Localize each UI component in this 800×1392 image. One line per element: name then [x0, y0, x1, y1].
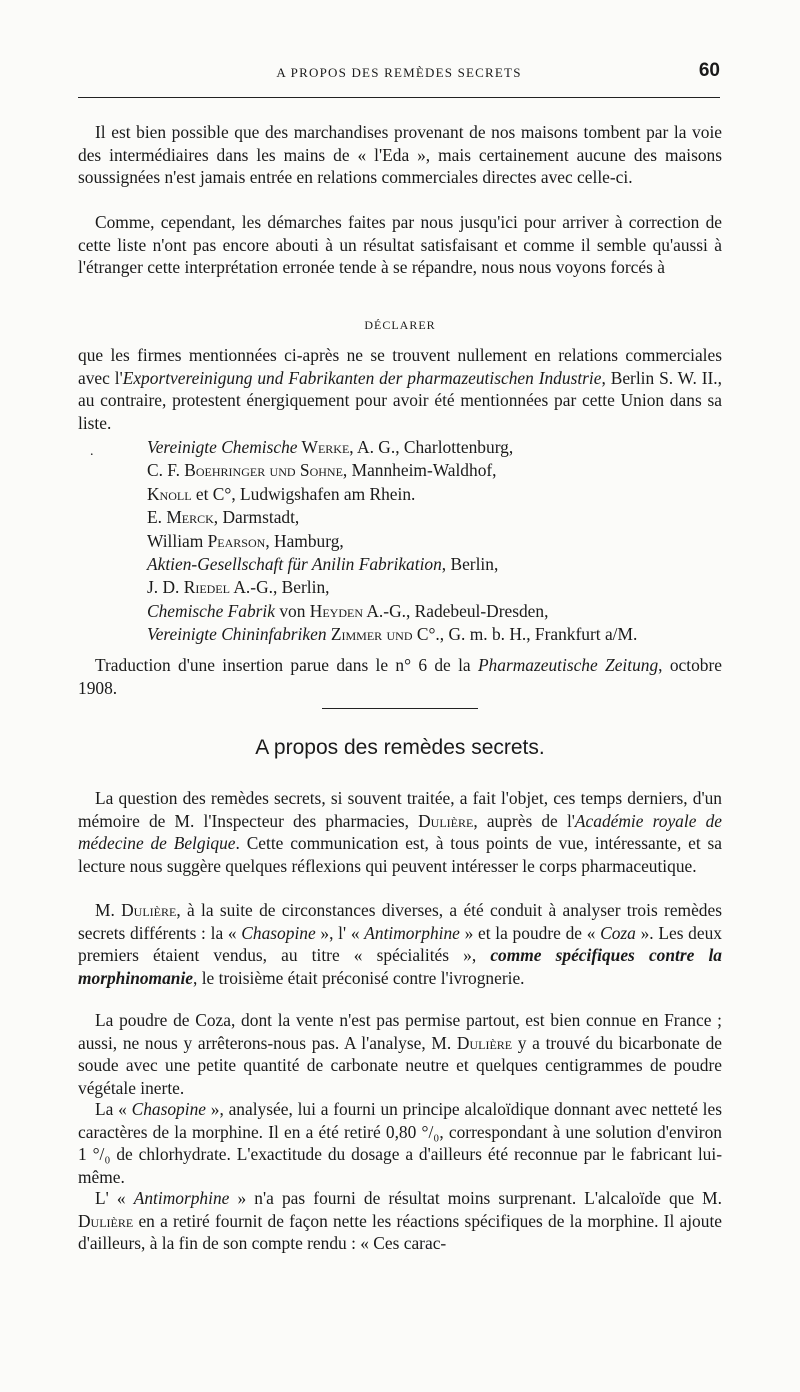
a5-italic: Antimorphine: [133, 1188, 230, 1208]
a5-text: L' «: [95, 1188, 134, 1208]
a2-text: ». Les deux premiers étaient vendus, au titre « spécialités »,: [78, 922, 722, 966]
note-text-b: , octobre 1908.: [78, 655, 722, 698]
firm-part: Werke: [297, 437, 350, 457]
firm-part: Chemische Fabrik: [147, 600, 275, 621]
intro-paragraph-2: Comme, cependant, les démarches faites par nous jusqu'ici pour arriver à correction de cette liste n'ont pas encore abouti à un résultat satisfaisant et comme il semble qu'aussi à l'étranger cette interprétation erronée tende à se répandre, nous nous voyons forcés à: [78, 212, 722, 278]
a2-text: , à la suite de circonstances diverses, a été conduit à analyser trois remèdes secrets différents : la «: [78, 900, 722, 943]
firm-part: , Hamburg,: [265, 530, 344, 551]
a2-text: , le troisième était préconisé contre l'ivrognerie.: [193, 967, 525, 988]
firm-item: [147, 483, 727, 506]
note-italic: Pharmazeutische Zeitung: [477, 655, 659, 675]
a2-text: », l' «: [315, 922, 365, 943]
firm-part: A.-G., Radebeul-Dresden,: [362, 600, 549, 621]
a4-italic: Chasopine: [131, 1099, 206, 1119]
a2-bold-italic: comme spécifiques contre la morphinomanie: [78, 945, 722, 988]
a2-smallcaps: Dulière: [121, 900, 177, 920]
firm-part: von: [274, 600, 310, 621]
firm-part: Knoll: [147, 483, 192, 504]
running-title: A PROPOS DES REMÈDES SECRETS: [276, 65, 522, 80]
firm-part: , Mannheim-Waldhof,: [342, 460, 497, 481]
firm-part: , G. m. b. H., Frankfurt a/M.: [439, 624, 638, 645]
article-paragraph-1: [78, 787, 722, 877]
a2-text: M.: [95, 900, 122, 920]
firm-item: [147, 600, 727, 623]
firm-part: J. D.: [147, 577, 184, 598]
firm-part: E.: [147, 507, 167, 528]
firm-item: [147, 530, 727, 553]
note-text-a: Traduction d'une insertion parue dans le n° 6 de la: [95, 655, 478, 675]
firm-item: [147, 436, 727, 459]
firm-part: Vereinigte Chininfabriken: [147, 624, 327, 645]
firm-part: Merck: [166, 507, 214, 528]
page-number: 60: [698, 60, 720, 81]
a4-text: La «: [95, 1099, 132, 1119]
declare-heading: DÉCLARER: [364, 318, 436, 332]
article-paragraph-5: [78, 1187, 722, 1255]
firm-part: Riedel: [183, 577, 230, 598]
firm-part: Boehringer und Sohne: [184, 460, 343, 481]
a1-text: . Cette communication est, à tous points de vue, intéressante, et sa lecture nous suggère quelques réflexions qui peuvent intéresser le corps pharmaceutique.: [78, 833, 723, 876]
firm-item: [147, 553, 727, 576]
firm-item: [147, 576, 727, 599]
p3-text-b: , Berlin S. W. II., au contraire, protestent énergiquement pour avoir été mentionnées par cette Union dans sa liste.: [78, 367, 722, 433]
translation-note: [78, 654, 722, 699]
a2-italic: Antimorphine: [364, 922, 460, 943]
a3-text: La poudre de Coza, dont la vente n'est pas permise partout, est bien connue en France ; aussi, ne nous y arrêterons-nous pas. A l'analyse, M.: [78, 1010, 722, 1053]
article-paragraph-4: [78, 1098, 722, 1188]
a2-italic: Coza: [600, 922, 636, 943]
firm-item: [147, 506, 727, 529]
article-paragraph-3: [78, 1009, 722, 1099]
a1-text: , auprès de l': [473, 810, 575, 831]
bullet-mark: .: [90, 444, 94, 459]
intro-paragraph-1: Il est bien possible que des marchandises provenant de nos maisons tombent par la voie des intermédiaires dans les mains de « l'Eda », mais certainement aucune des maisons soussignées n'est jamais entrée en relations commerciales directes avec celle-ci.: [78, 122, 722, 188]
firm-part: Pearson: [207, 530, 266, 551]
article-title: A propos des remèdes secrets.: [255, 736, 545, 759]
firm-part: Vereinigte Chemische: [147, 437, 298, 457]
a5-text: » n'a pas fourni de résultat moins surprenant. L'alcaloïde que M.: [229, 1188, 722, 1208]
firm-part: C. F.: [147, 460, 185, 481]
a3-smallcaps: Dulière: [456, 1032, 513, 1053]
running-header: [78, 62, 720, 84]
a5-smallcaps: Dulière: [78, 1210, 134, 1231]
a1-text: La question des remèdes secrets, si souvent traitée, a fait l'objet, ces temps derniers, d'un mémoire de M. l'Inspecteur des pharmacies,: [78, 788, 722, 831]
firm-part: , Berlin,: [441, 553, 499, 574]
a3-text: y a trouvé du bicarbonate de soude avec une petite quantité de carbonate neutre et quelques centigrammes de poudre végétale inerte.: [78, 1032, 722, 1098]
firm-part: Heyden: [309, 600, 363, 621]
firm-item: [147, 459, 727, 482]
firm-part: , Darmstadt,: [213, 507, 300, 528]
header-rule: [78, 97, 720, 98]
firm-part: William: [147, 530, 208, 551]
firm-list: [147, 436, 727, 647]
a2-text: » et la poudre de «: [459, 922, 601, 943]
a5-text: en a retiré fournit de façon nette les réactions spécifiques de la morphine. Il ajoute d'ailleurs, à la fin de son compte rendu : « Ces carac-: [78, 1210, 722, 1254]
firm-item: [147, 623, 727, 646]
firm-part: et C°, Ludwigshafen am Rhein.: [191, 483, 416, 504]
a4-text: », analysée, lui a fourni un principe alcaloïdique donnant avec netteté les caractères de la morphine. Il en a été retiré 0,80 °/₀, correspondant à une solution d'environ 1 °/₀ de chlorhydrate. L'exactitude du dosage a d'ailleurs été reconnue par le fabricant lui-même.: [78, 1099, 723, 1187]
firm-part: A.-G., Berlin,: [229, 577, 330, 598]
p3-italic: Exportvereinigung und Fabrikanten der pharmazeutischen Industrie: [122, 367, 602, 388]
firm-part: Aktien-Gesellschaft für Anilin Fabrikation: [147, 553, 442, 574]
a2-italic: Chasopine: [241, 922, 316, 943]
article-paragraph-2: [78, 899, 722, 989]
firm-part: Zimmer und C°.: [326, 624, 440, 645]
p3-text-a: que les firmes mentionnées ci-après ne se trouvent nullement en relations commerciales avec l': [78, 345, 722, 388]
intro-paragraph-3: [78, 344, 722, 434]
section-rule: [322, 708, 478, 709]
firm-part: , A. G., Charlottenburg,: [349, 437, 514, 457]
a1-italic: Académie royale de médecine de Belgique: [78, 810, 722, 854]
a1-smallcaps: Dulière: [418, 810, 474, 831]
